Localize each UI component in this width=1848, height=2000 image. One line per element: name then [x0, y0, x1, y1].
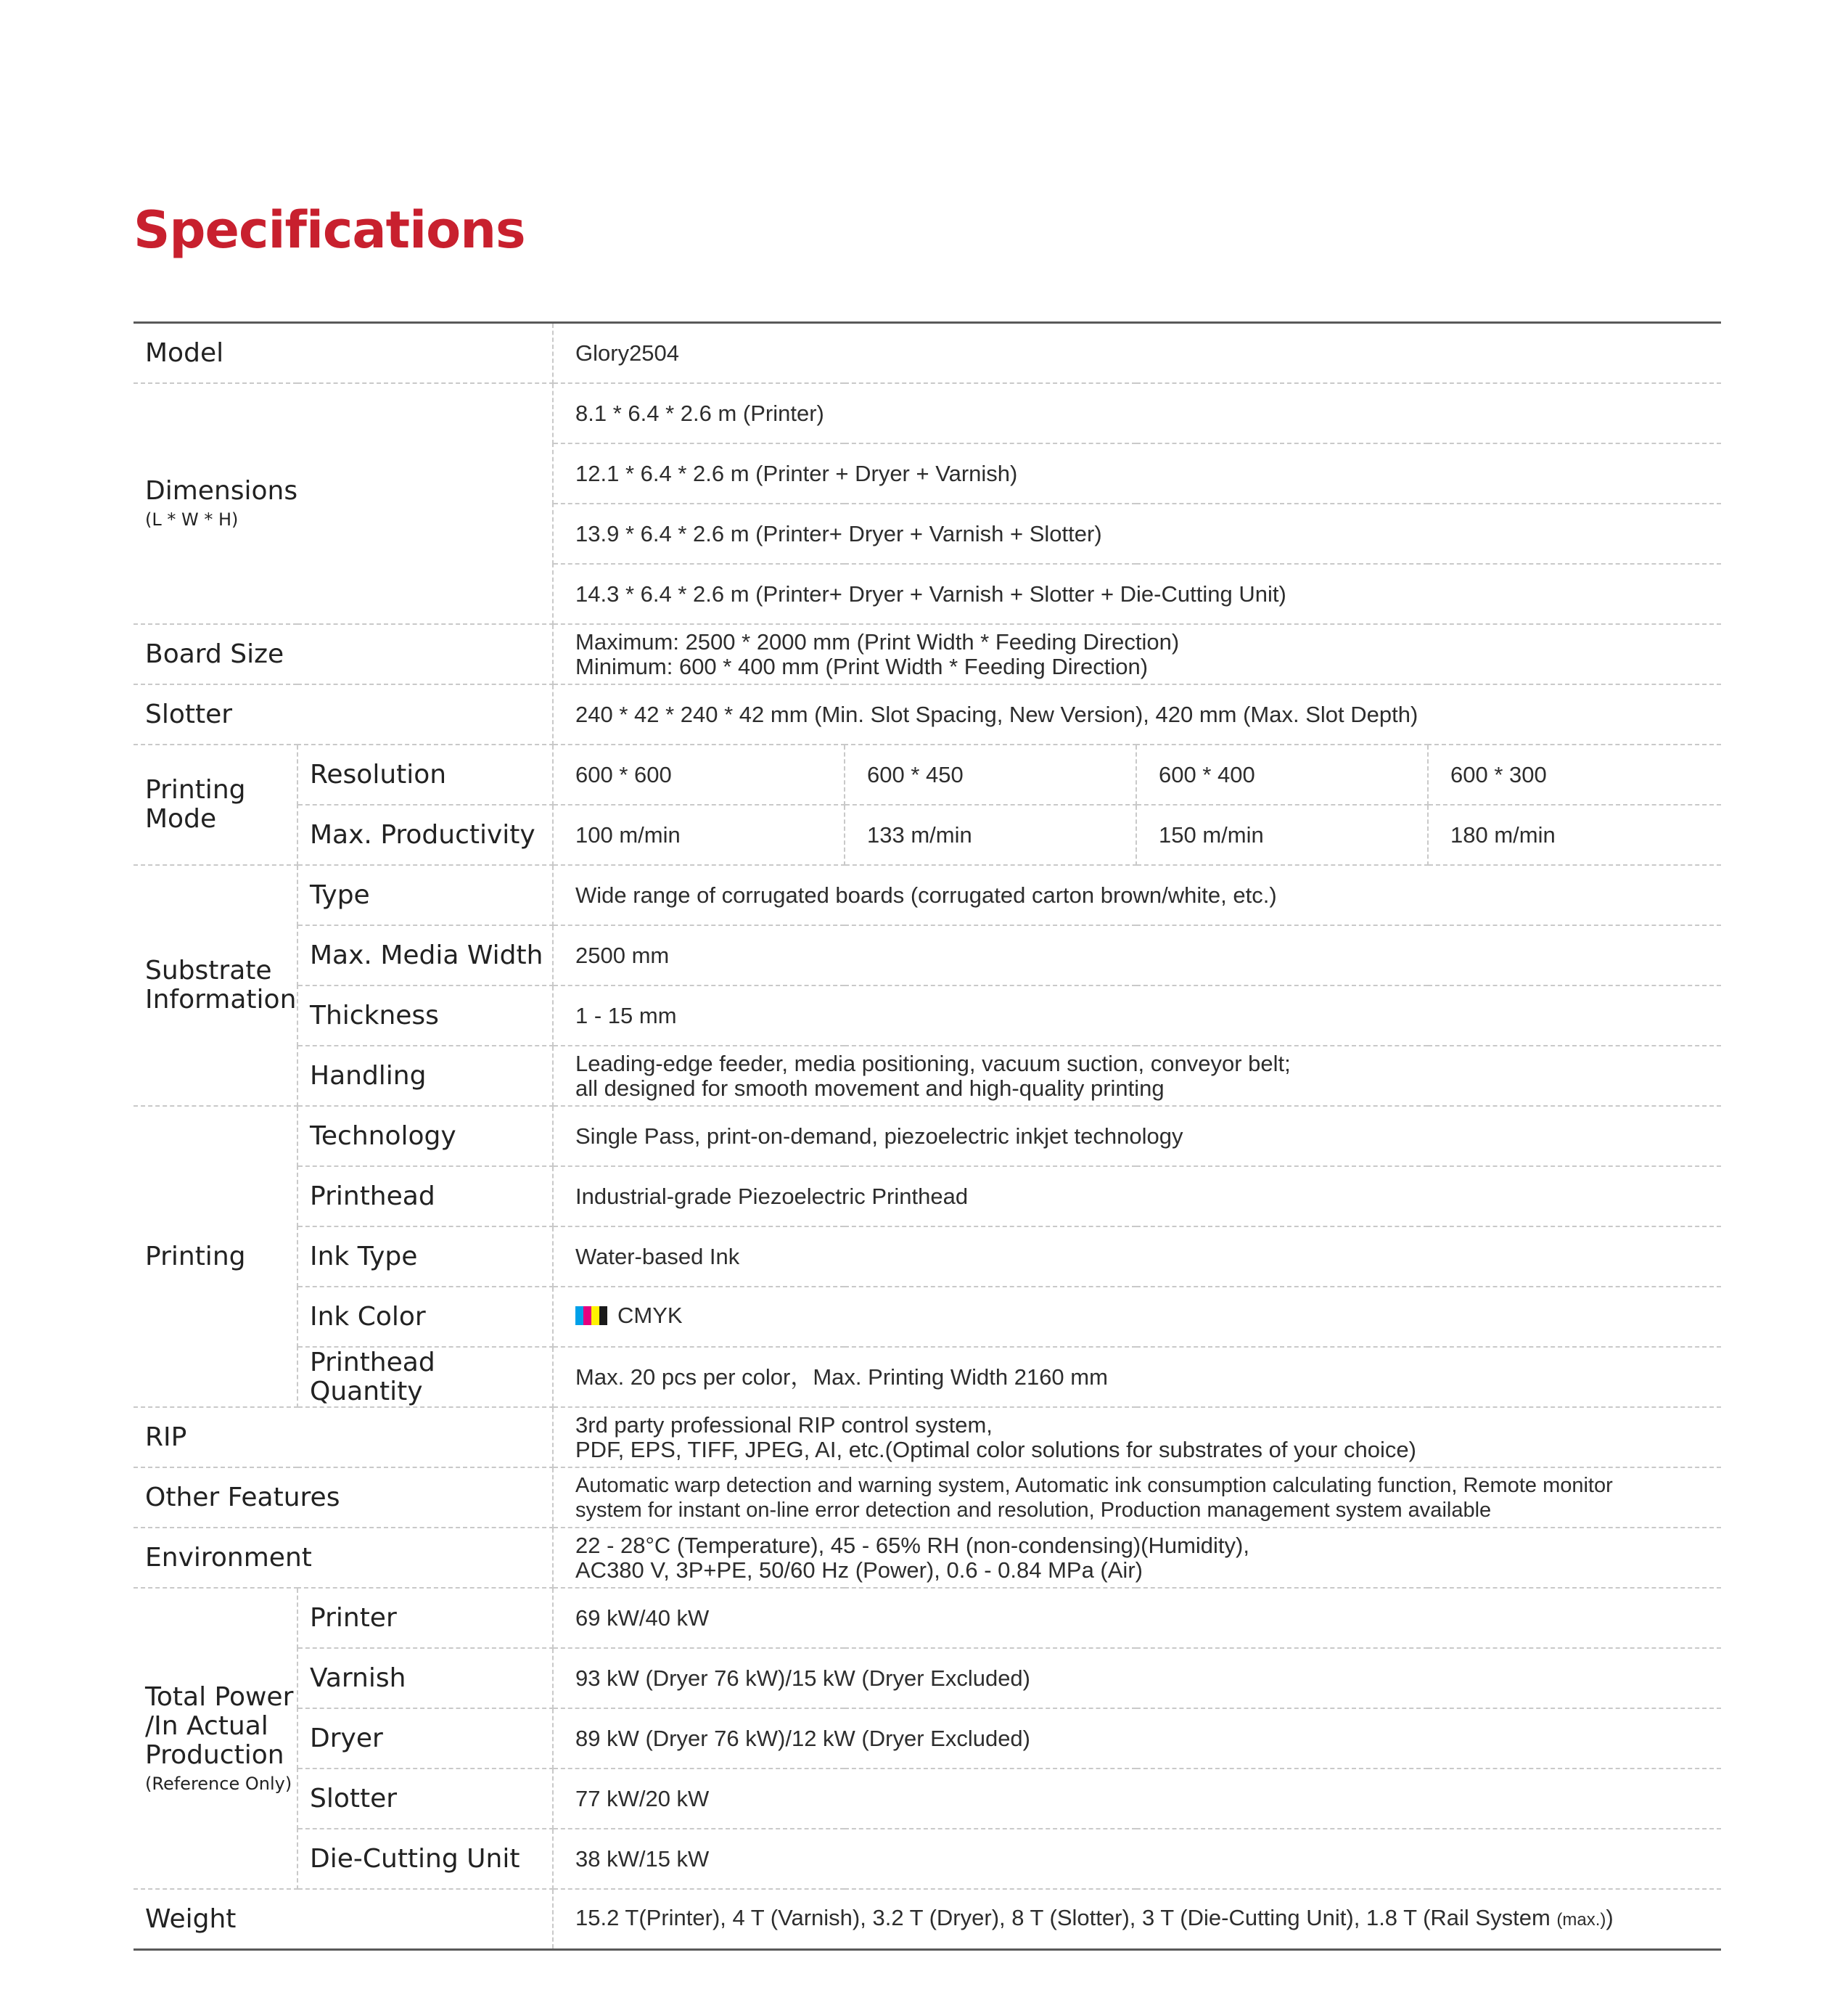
row-rip [134, 1407, 1721, 1467]
ink-color-label: Ink Color [297, 1287, 553, 1347]
row-power-dryer [134, 1708, 1721, 1769]
printing-mode-label [134, 745, 297, 865]
substrate-label-line: Substrate [145, 956, 272, 985]
other-features-line: Automatic warp detection and warning system, Automatic ink consumption calculating function, Remote monitor [575, 1473, 1613, 1497]
board-size-max: Maximum: 2500 * 2000 mm (Print Width * Feeding Direction) [575, 628, 1180, 655]
weight-close: ) [1606, 1905, 1614, 1930]
weight-cell [553, 1889, 1721, 1950]
handling-line: Leading-edge feeder, media positioning, vacuum suction, conveyor belt; [575, 1050, 1291, 1076]
printing-mode-label-line: Printing [145, 775, 246, 805]
power-varnish-label: Varnish [297, 1648, 553, 1708]
thickness-value: 1 - 15 mm [553, 985, 1721, 1046]
resolution-value: 600 * 600 [553, 745, 845, 805]
power-varnish-value: 93 kW (Dryer 76 kW)/15 kW (Dryer Excluded) [553, 1648, 1721, 1708]
row-board-size [134, 624, 1721, 684]
row-power-printer [134, 1588, 1721, 1648]
model-label: Model [134, 323, 553, 384]
row-printhead-quantity [134, 1347, 1721, 1407]
power-printer-value: 69 kW/40 kW [553, 1588, 1721, 1648]
resolution-label: Resolution [297, 745, 553, 805]
handling-line: all designed for smooth movement and high-quality printing [575, 1075, 1165, 1101]
ink-color-value: CMYK [617, 1303, 683, 1328]
ink-type-value: Water-based Ink [553, 1226, 1721, 1287]
board-size-label: Board Size [134, 624, 553, 684]
dimensions-label-cell [134, 383, 553, 624]
row-printhead [134, 1166, 1721, 1226]
page-title: Specifications [134, 200, 525, 260]
row-weight [134, 1889, 1721, 1950]
resolution-value: 600 * 400 [1136, 745, 1428, 805]
environment-line: AC380 V, 3P+PE, 50/60 Hz (Power), 0.6 - 0.84 MPa (Air) [575, 1557, 1143, 1583]
other-features-line: system for instant on-line error detection and resolution, Production management system available [575, 1498, 1492, 1522]
handling-label: Handling [297, 1046, 553, 1106]
environment-value [553, 1528, 1721, 1588]
dimensions-value: 12.1 * 6.4 * 2.6 m (Printer + Dryer + Varnish) [553, 443, 1721, 504]
power-label-line: /In Actual [145, 1710, 268, 1741]
dimensions-value: 13.9 * 6.4 * 2.6 m (Printer+ Dryer + Varnish + Slotter) [553, 504, 1721, 564]
cmyk-swatch-icon [575, 1306, 607, 1330]
dimensions-label: Dimensions [145, 476, 298, 506]
printhead-label: Printhead [297, 1166, 553, 1226]
dimensions-value: 14.3 * 6.4 * 2.6 m (Printer+ Dryer + Varnish + Slotter + Die-Cutting Unit) [553, 564, 1721, 624]
other-features-value [553, 1467, 1721, 1528]
technology-label: Technology [297, 1106, 553, 1166]
other-features-label: Other Features [134, 1467, 553, 1528]
row-media-width [134, 925, 1721, 985]
printhead-value: Industrial-grade Piezoelectric Printhead [553, 1166, 1721, 1226]
row-power-diecut [134, 1829, 1721, 1889]
thickness-label: Thickness [297, 985, 553, 1046]
handling-value [553, 1046, 1721, 1106]
ink-type-label: Ink Type [297, 1226, 553, 1287]
rip-label: RIP [134, 1407, 553, 1467]
weight-label: Weight [134, 1889, 553, 1950]
rip-value [553, 1407, 1721, 1467]
media-width-value: 2500 mm [553, 925, 1721, 985]
dimensions-note: (L * W * H) [145, 509, 239, 530]
productivity-value: 180 m/min [1428, 805, 1721, 865]
row-power-slotter [134, 1769, 1721, 1829]
weight-value: 15.2 T(Printer), 4 T (Varnish), 3.2 T (Dryer), 8 T (Slotter), 3 T (Die-Cutting Unit), 1.8 T (Rail System [575, 1905, 1551, 1930]
rip-line: 3rd party professional RIP control system, [575, 1411, 993, 1438]
substrate-label-line: Information [145, 985, 297, 1015]
power-printer-label: Printer [297, 1588, 553, 1648]
power-diecut-value: 38 kW/15 kW [553, 1829, 1721, 1889]
row-dimensions [134, 383, 1721, 443]
row-handling [134, 1046, 1721, 1106]
resolution-value: 600 * 450 [845, 745, 1136, 805]
productivity-value: 100 m/min [553, 805, 845, 865]
row-technology [134, 1106, 1721, 1166]
power-label-line: Total Power [145, 1681, 294, 1712]
row-slotter [134, 684, 1721, 745]
rip-line: PDF, EPS, TIFF, JPEG, AI, etc.(Optimal color solutions for substrates of your choice) [575, 1436, 1416, 1462]
row-other-features [134, 1467, 1721, 1528]
slotter-value: 240 * 42 * 240 * 42 mm (Min. Slot Spacing, New Version), 420 mm (Max. Slot Depth) [553, 684, 1721, 745]
printing-label: Printing [134, 1106, 297, 1407]
row-ink-type [134, 1226, 1721, 1287]
ink-color-cell [553, 1287, 1721, 1347]
power-label [134, 1588, 297, 1889]
power-label-line: Production [145, 1739, 284, 1770]
power-diecut-label: Die-Cutting Unit [297, 1829, 553, 1889]
row-ink-color [134, 1287, 1721, 1347]
board-size-value [553, 624, 1721, 684]
productivity-value: 150 m/min [1136, 805, 1428, 865]
substrate-type-label: Type [297, 865, 553, 925]
row-power-varnish [134, 1648, 1721, 1708]
board-size-min: Minimum: 600 * 400 mm (Print Width * Feeding Direction) [575, 653, 1149, 679]
power-note: (Reference Only) [145, 1773, 292, 1794]
resolution-value: 600 * 300 [1428, 745, 1721, 805]
spec-table [134, 321, 1721, 1951]
printhead-quantity-label: Printhead Quantity [297, 1347, 553, 1407]
row-substrate-type [134, 865, 1721, 925]
power-dryer-label: Dryer [297, 1708, 553, 1769]
productivity-label: Max. Productivity [297, 805, 553, 865]
power-dryer-value: 89 kW (Dryer 76 kW)/12 kW (Dryer Excluded) [553, 1708, 1721, 1769]
power-slotter-value: 77 kW/20 kW [553, 1769, 1721, 1829]
substrate-type-value: Wide range of corrugated boards (corrugated carton brown/white, etc.) [553, 865, 1721, 925]
model-value: Glory2504 [553, 323, 1721, 384]
row-productivity [134, 805, 1721, 865]
productivity-value: 133 m/min [845, 805, 1136, 865]
row-resolution [134, 745, 1721, 805]
slotter-label: Slotter [134, 684, 553, 745]
media-width-label: Max. Media Width [297, 925, 553, 985]
technology-value: Single Pass, print-on-demand, piezoelectric inkjet technology [553, 1106, 1721, 1166]
environment-line: 22 - 28°C (Temperature), 45 - 65% RH (non-condensing)(Humidity), [575, 1532, 1249, 1558]
dimensions-value: 8.1 * 6.4 * 2.6 m (Printer) [553, 383, 1721, 443]
weight-max-note: (max.) [1556, 1910, 1606, 1930]
row-thickness [134, 985, 1721, 1046]
printing-mode-label-line: Mode [145, 804, 217, 834]
substrate-label [134, 865, 297, 1106]
row-model [134, 323, 1721, 384]
row-environment [134, 1528, 1721, 1588]
environment-label: Environment [134, 1528, 553, 1588]
printhead-quantity-value: Max. 20 pcs per color，Max. Printing Width 2160 mm [553, 1347, 1721, 1407]
power-slotter-label: Slotter [297, 1769, 553, 1829]
